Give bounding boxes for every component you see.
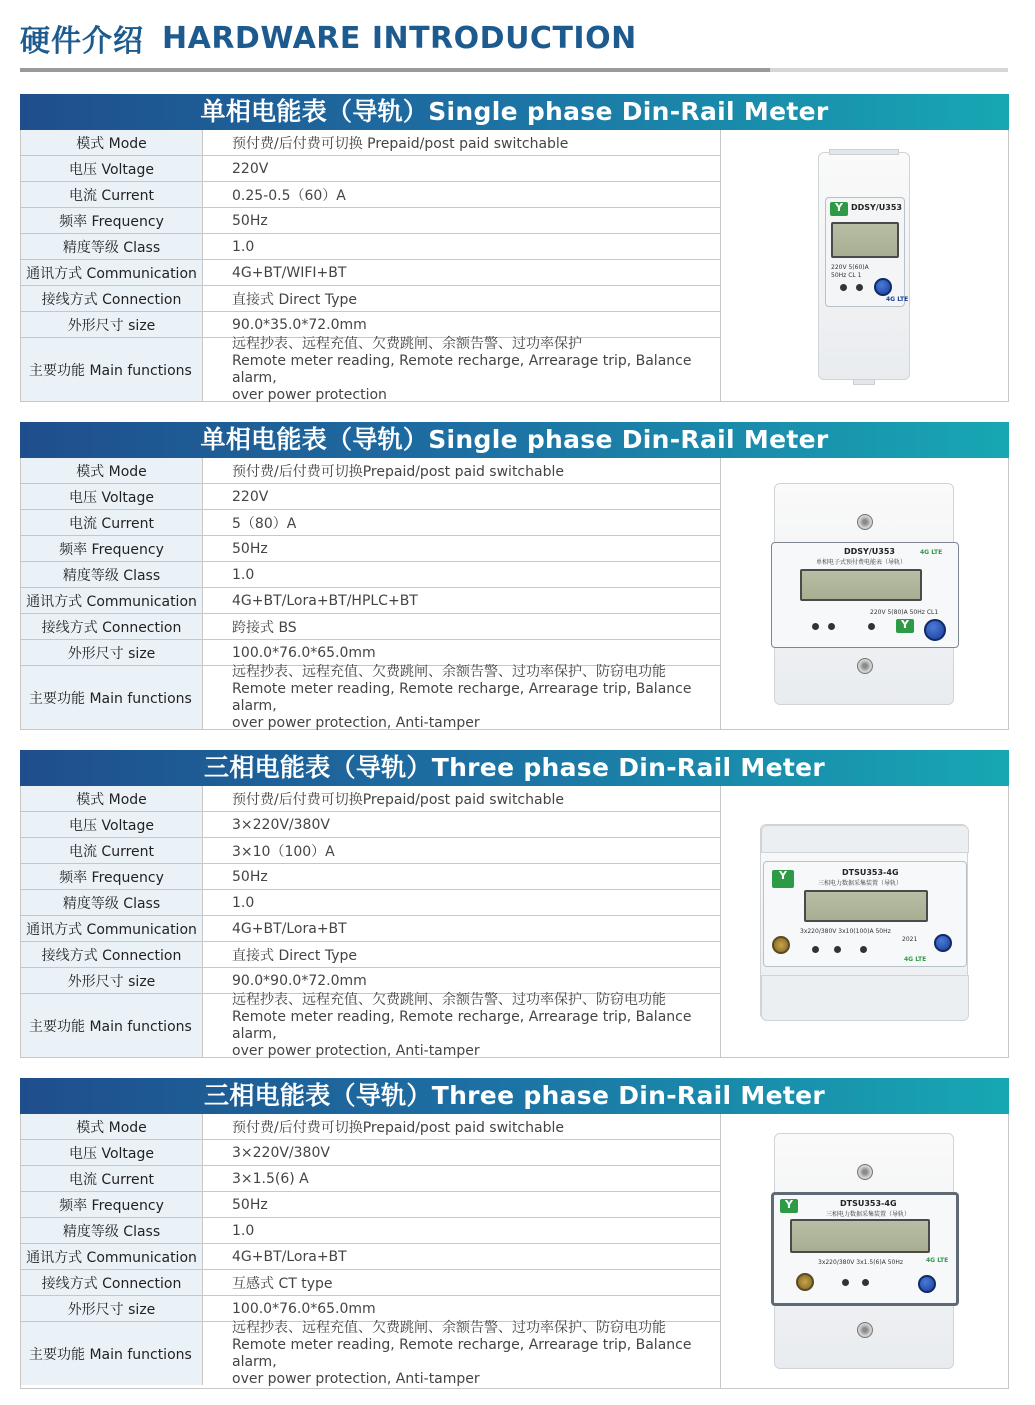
product-body	[20, 130, 1009, 402]
spec-value: 预付费/后付费可切换Prepaid/post paid switchable	[232, 463, 564, 480]
pulse-led	[868, 623, 875, 630]
spec-value: 互感式 CT type	[232, 1275, 333, 1292]
function-line: 远程抄表、远程充值、欠费跳闸、余额告警、过功率保护	[232, 335, 582, 352]
meter-face	[763, 861, 967, 967]
spec-label: 外形尺寸 size	[21, 312, 203, 337]
meter-model: DTSU353-4G	[842, 867, 899, 877]
product-image	[720, 786, 1008, 1057]
spec-row-class	[21, 890, 720, 916]
product-image	[720, 1114, 1008, 1388]
spec-row-voltage	[21, 156, 720, 182]
meter-rating: 3x220/380V 3x1.5(6)A 50Hz	[818, 1259, 904, 1266]
spec-row-class	[21, 562, 720, 588]
spec-label: 接线方式 Connection	[21, 614, 203, 639]
spec-value: 5（80）A	[232, 515, 297, 532]
spec-label: 外形尺寸 size	[21, 1296, 203, 1321]
status-led	[834, 946, 841, 953]
product-title: 三相电能表（导轨）Three phase Din-Rail Meter	[20, 750, 1009, 786]
alarm-led	[842, 1279, 849, 1286]
meter-face	[771, 542, 959, 648]
spec-row-size	[21, 1296, 720, 1322]
spec-value: 0.25-0.5（60）A	[232, 187, 346, 204]
meter-illustration	[760, 824, 968, 1020]
spec-row-mode	[21, 1114, 720, 1140]
product-title: 单相电能表（导轨）Single phase Din-Rail Meter	[20, 94, 1009, 130]
spec-label: 电压 Voltage	[21, 812, 203, 837]
spec-label: 接线方式 Connection	[21, 1270, 203, 1295]
spec-row-communication	[21, 588, 720, 614]
spec-label: 通讯方式 Communication	[21, 916, 203, 941]
terminal-screw	[857, 1164, 873, 1180]
spec-label: 频率 Frequency	[21, 1192, 203, 1217]
spec-label: 通讯方式 Communication	[21, 260, 203, 285]
spec-row-current	[21, 838, 720, 864]
spec-value: 220V	[232, 488, 269, 505]
function-line: over power protection, Anti-tamper	[232, 1042, 480, 1059]
pulse-led	[840, 284, 847, 291]
spec-label: 接线方式 Connection	[21, 286, 203, 311]
spec-value: 1.0	[232, 238, 255, 255]
spec-label: 电流 Current	[21, 1166, 203, 1191]
spec-value: 直接式 Direct Type	[232, 947, 357, 964]
spec-label: 主要功能 Main functions	[21, 666, 203, 729]
spec-label: 通讯方式 Communication	[21, 1244, 203, 1269]
spec-row-frequency	[21, 1192, 720, 1218]
spec-row-current	[21, 182, 720, 208]
spec-value: 4G+BT/Lora+BT	[232, 920, 347, 937]
spec-row-communication	[21, 260, 720, 286]
network-badge: 4G LTE	[920, 548, 943, 556]
spec-label: 精度等级 Class	[21, 234, 203, 259]
function-line: over power protection, Anti-tamper	[232, 714, 480, 731]
spec-value: 4G+BT/WIFI+BT	[232, 264, 347, 281]
spec-value: 1.0	[232, 566, 255, 583]
pulse-led	[862, 1279, 869, 1286]
spec-table	[21, 786, 721, 1057]
spec-label: 模式 Mode	[21, 130, 203, 155]
rail-clip	[829, 149, 899, 155]
spec-label: 外形尺寸 size	[21, 968, 203, 993]
spec-value: 90.0*35.0*72.0mm	[232, 316, 367, 333]
spec-value: 4G+BT/Lora+BT/HPLC+BT	[232, 592, 418, 609]
spec-value	[203, 991, 720, 1059]
comm-led	[828, 623, 835, 630]
meter-subtitle: 单相电子式预付费电能表（导轨）	[816, 558, 907, 566]
page-title-en: HARDWARE INTRODUCTION	[162, 20, 637, 56]
meter-illustration	[774, 1133, 954, 1369]
spec-label: 主要功能 Main functions	[21, 994, 203, 1057]
brand-logo	[772, 870, 794, 888]
spec-label: 主要功能 Main functions	[21, 1322, 203, 1385]
spec-label: 通讯方式 Communication	[21, 588, 203, 613]
product-title: 单相电能表（导轨）Single phase Din-Rail Meter	[20, 422, 1009, 458]
lcd-display	[800, 569, 922, 601]
spec-row-frequency	[21, 208, 720, 234]
spec-value: 90.0*90.0*72.0mm	[232, 972, 367, 989]
spec-row-functions	[21, 1319, 720, 1387]
spec-row-frequency	[21, 536, 720, 562]
terminal-cover	[761, 825, 969, 853]
spec-value: 220V	[232, 160, 269, 177]
meter-rating: 3x220/380V 3x10(100)A 50Hz	[800, 927, 891, 935]
function-line: Remote meter reading, Remote recharge, Arrearage trip, Balance alarm,	[232, 1008, 692, 1042]
spec-value: 100.0*76.0*65.0mm	[232, 1300, 376, 1317]
spec-value: 1.0	[232, 1222, 255, 1239]
terminal-cover	[761, 975, 969, 1021]
meter-rating: 220V 5(80)A 50Hz CL1	[870, 608, 939, 616]
spec-label: 精度等级 Class	[21, 890, 203, 915]
meter-face	[771, 1192, 959, 1306]
spec-row-class	[21, 234, 720, 260]
spec-value	[203, 1319, 720, 1387]
spec-value: 预付费/后付费可切换Prepaid/post paid switchable	[232, 1119, 564, 1136]
spec-row-communication	[21, 916, 720, 942]
spec-table	[21, 458, 721, 729]
pulse-led	[860, 946, 867, 953]
spec-label: 频率 Frequency	[21, 864, 203, 889]
spec-value	[203, 663, 720, 731]
spec-label: 模式 Mode	[21, 786, 203, 811]
spec-value: 预付费/后付费可切换Prepaid/post paid switchable	[232, 791, 564, 808]
spec-table	[21, 130, 721, 401]
function-line: Remote meter reading, Remote recharge, Arrearage trip, Balance alarm,	[232, 352, 692, 386]
product-title: 三相电能表（导轨）Three phase Din-Rail Meter	[20, 1078, 1009, 1114]
brand-logo	[780, 1199, 798, 1213]
spec-value: 50Hz	[232, 868, 268, 885]
spec-label: 主要功能 Main functions	[21, 338, 203, 401]
spec-row-connection	[21, 942, 720, 968]
spec-row-functions	[21, 991, 720, 1059]
spec-label: 外形尺寸 size	[21, 640, 203, 665]
function-line: 远程抄表、远程充值、欠费跳闸、余额告警、过功率保护、防窃电功能	[232, 663, 666, 680]
spec-row-size	[21, 640, 720, 666]
brand-logo	[830, 202, 848, 216]
terminal-screw	[857, 514, 873, 530]
network-badge: 4G LTE	[904, 955, 927, 963]
spec-label: 接线方式 Connection	[21, 942, 203, 967]
spec-row-communication	[21, 1244, 720, 1270]
program-button	[918, 1275, 936, 1293]
terminal-screw	[857, 1322, 873, 1338]
spec-row-class	[21, 1218, 720, 1244]
spec-value: 100.0*76.0*65.0mm	[232, 644, 376, 661]
header-divider	[20, 68, 1008, 72]
function-line: over power protection, Anti-tamper	[232, 1370, 480, 1387]
product-body	[20, 1114, 1009, 1389]
meter-year: 2021	[902, 935, 918, 943]
spec-value: 4G+BT/Lora+BT	[232, 1248, 347, 1265]
terminal-screw	[857, 658, 873, 674]
spec-row-current	[21, 1166, 720, 1192]
alarm-led	[812, 946, 819, 953]
spec-label: 频率 Frequency	[21, 536, 203, 561]
function-line: 远程抄表、远程充值、欠费跳闸、余额告警、过功率保护、防窃电功能	[232, 1319, 666, 1336]
spec-value: 3×1.5(6) A	[232, 1170, 309, 1187]
spec-value: 3×220V/380V	[232, 1144, 330, 1161]
rail-clip	[853, 379, 875, 385]
spec-value: 50Hz	[232, 540, 268, 557]
product-card-single-phase-1	[20, 94, 1009, 402]
meter-illustration	[774, 483, 954, 705]
spec-label: 精度等级 Class	[21, 562, 203, 587]
spec-value	[203, 335, 720, 403]
spec-row-voltage	[21, 484, 720, 510]
spec-label: 频率 Frequency	[21, 208, 203, 233]
meter-subtitle: 三相电力数据采集装置（导轨）	[826, 1211, 911, 1218]
status-led	[856, 284, 863, 291]
program-button	[924, 619, 946, 641]
lcd-display	[804, 890, 928, 922]
product-card-three-phase-1	[20, 750, 1009, 1058]
comm-port	[796, 1273, 814, 1291]
spec-label: 模式 Mode	[21, 458, 203, 483]
product-image	[720, 458, 1008, 729]
spec-value: 3×220V/380V	[232, 816, 330, 833]
spec-label: 精度等级 Class	[21, 1218, 203, 1243]
meter-model: DTSU353-4G	[840, 1199, 897, 1208]
spec-row-connection	[21, 286, 720, 312]
product-card-three-phase-2	[20, 1078, 1009, 1389]
network-badge: 4G LTE	[926, 1257, 949, 1264]
spec-row-functions	[21, 663, 720, 731]
spec-row-connection	[21, 1270, 720, 1296]
page-header	[20, 14, 637, 62]
brand-logo	[896, 619, 914, 633]
program-button	[874, 278, 892, 296]
spec-table	[21, 1114, 721, 1388]
spec-value: 跨接式 BS	[232, 619, 297, 636]
function-line: Remote meter reading, Remote recharge, Arrearage trip, Balance alarm,	[232, 1336, 692, 1370]
spec-label: 电压 Voltage	[21, 156, 203, 181]
spec-row-mode	[21, 458, 720, 484]
network-badge: 4G LTE	[886, 295, 909, 303]
spec-row-functions	[21, 335, 720, 403]
spec-row-frequency	[21, 864, 720, 890]
program-button	[934, 934, 952, 952]
spec-label: 电流 Current	[21, 838, 203, 863]
spec-label: 电压 Voltage	[21, 484, 203, 509]
spec-value: 3×10（100）A	[232, 843, 335, 860]
function-line: over power protection	[232, 386, 387, 403]
lcd-display	[831, 222, 899, 258]
spec-row-current	[21, 510, 720, 536]
function-line: Remote meter reading, Remote recharge, Arrearage trip, Balance alarm,	[232, 680, 692, 714]
meter-model: DDSY/U353	[844, 546, 895, 556]
meter-illustration	[818, 152, 910, 380]
spec-value: 50Hz	[232, 212, 268, 229]
product-card-single-phase-2	[20, 422, 1009, 730]
meter-frequency: 50Hz CL 1	[831, 271, 862, 279]
spec-row-size	[21, 968, 720, 994]
spec-value: 预付费/后付费可切换 Prepaid/post paid switchable	[232, 135, 569, 152]
spec-row-size	[21, 312, 720, 338]
comm-port	[772, 936, 790, 954]
spec-label: 电压 Voltage	[21, 1140, 203, 1165]
product-body	[20, 786, 1009, 1058]
spec-value: 1.0	[232, 894, 255, 911]
alarm-led	[812, 623, 819, 630]
spec-row-mode	[21, 130, 720, 156]
lcd-display	[790, 1219, 930, 1253]
spec-row-voltage	[21, 812, 720, 838]
spec-row-connection	[21, 614, 720, 640]
spec-value: 直接式 Direct Type	[232, 291, 357, 308]
spec-value: 50Hz	[232, 1196, 268, 1213]
meter-face	[825, 197, 909, 307]
meter-model: DDSY/U353	[851, 202, 902, 212]
spec-label: 电流 Current	[21, 182, 203, 207]
product-image	[720, 130, 1008, 401]
meter-rating: 220V 5(60)A	[831, 263, 869, 271]
spec-label: 电流 Current	[21, 510, 203, 535]
function-line: 远程抄表、远程充值、欠费跳闸、余额告警、过功率保护、防窃电功能	[232, 991, 666, 1008]
meter-subtitle: 三相电力数据采集装置（导轨）	[818, 879, 903, 887]
spec-label: 模式 Mode	[21, 1114, 203, 1139]
spec-row-mode	[21, 786, 720, 812]
product-body	[20, 458, 1009, 730]
spec-row-voltage	[21, 1140, 720, 1166]
page-title-cn: 硬件介绍	[20, 24, 144, 59]
